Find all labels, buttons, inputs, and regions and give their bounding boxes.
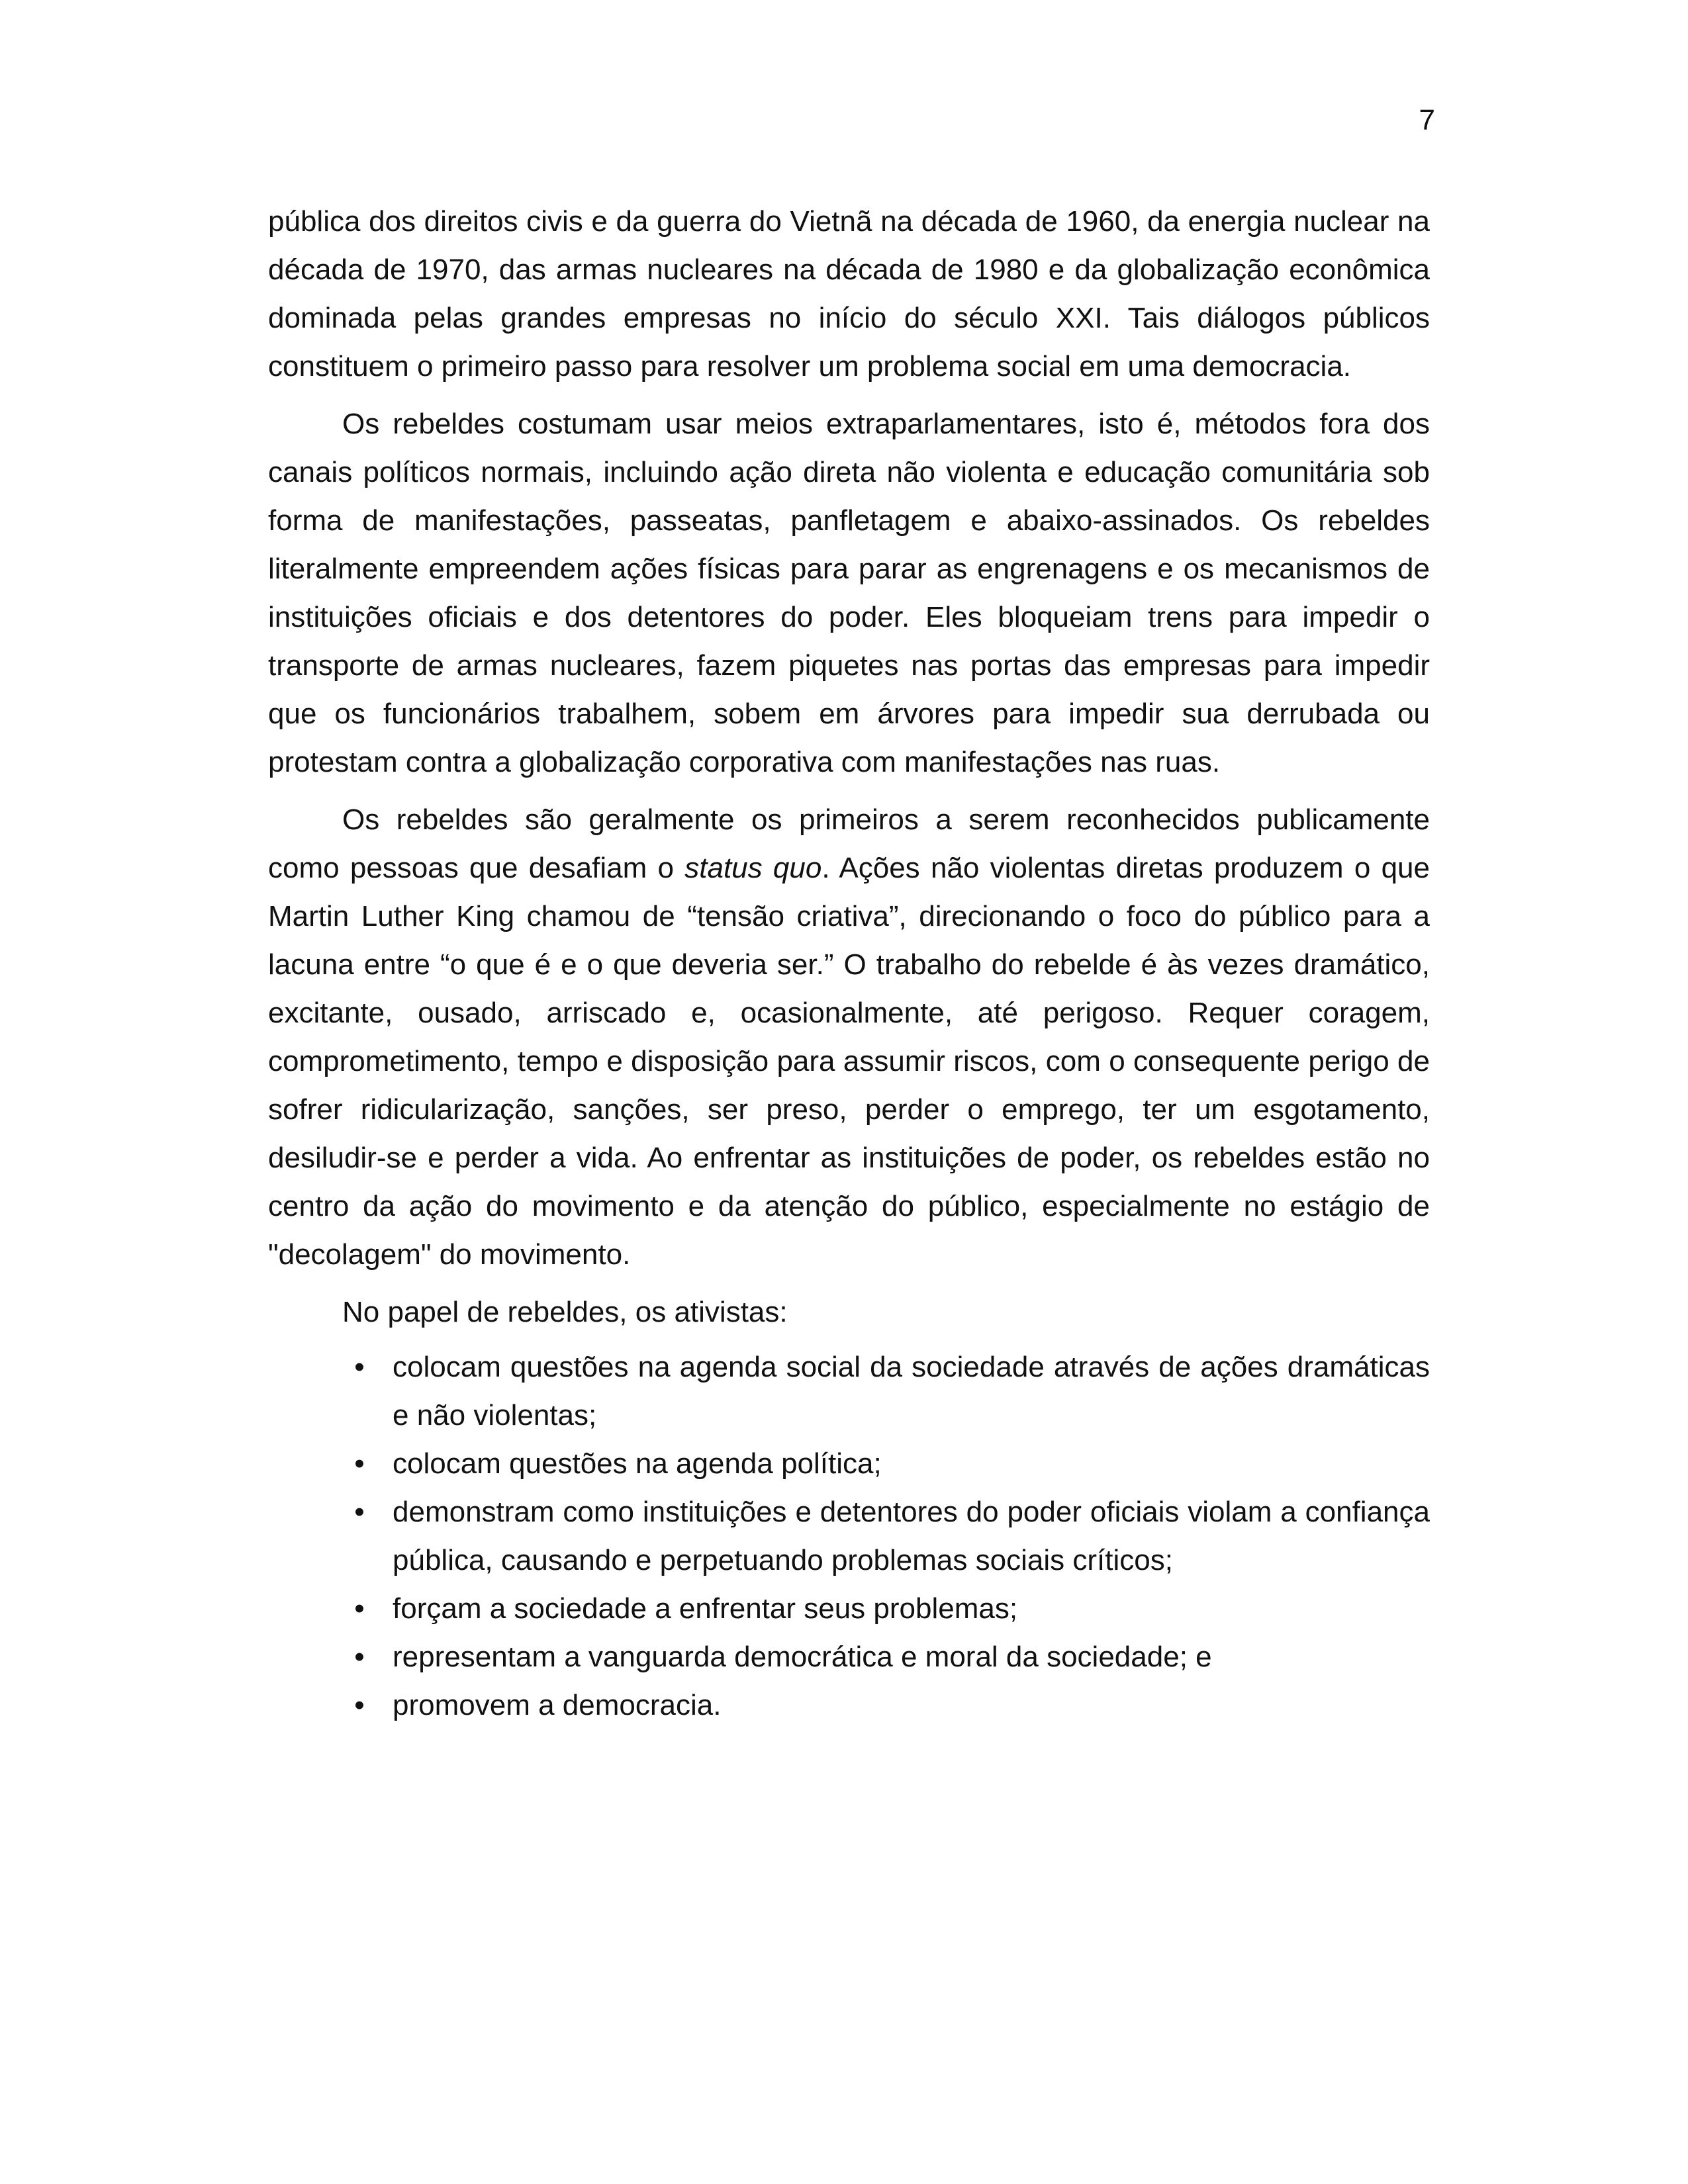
paragraph-text-segment: Os rebeldes são geralmente os primeiros a serem reconhecidos publicamente como pessoas que desafiam o xyxy=(268,803,1430,884)
bullet-icon: • xyxy=(354,1641,365,1673)
list-item-text: forçam a sociedade a enfrentar seus problemas; xyxy=(393,1592,1018,1625)
list-item xyxy=(268,1343,1430,1439)
list-item xyxy=(268,1681,1430,1729)
paragraph-continuation: pública dos direitos civis e da guerra do Vietnã na década de 1960, da energia nuclear na década de 1970, das armas nucleares na década de 1980 e da globalização econômica dominada pelas grandes empresas no início do século XXI. Tais diálogos públicos constituem o primeiro passo para resolver um problema social em uma democracia. xyxy=(268,205,1430,383)
bullet-icon: • xyxy=(354,1496,365,1528)
bullet-icon: • xyxy=(354,1447,365,1480)
bullet-icon: • xyxy=(354,1689,365,1721)
list-item-text: demonstram como instituições e detentores do poder oficiais violam a confiança pública, causando e perpetuando problemas sociais críticos; xyxy=(393,1496,1430,1576)
list-item xyxy=(268,1488,1430,1584)
role-bullet-list xyxy=(268,1343,1430,1729)
list-intro: No papel de rebeldes, os ativistas: xyxy=(342,1296,788,1328)
bullet-icon: • xyxy=(354,1592,365,1625)
list-item xyxy=(268,1439,1430,1488)
list-item-text: colocam questões na agenda política; xyxy=(393,1447,882,1480)
list-item-text: representam a vanguarda democrática e moral da sociedade; e xyxy=(393,1641,1212,1673)
paragraph-text-segment: . Ações não violentas diretas produzem o que Martin Luther King chamou de “tensão criativa”, direcionando o foco do público para a lacuna entre “o que é e o que deveria ser.” O trabalho do rebelde é às vezes dramático, excitante, ousado, arriscado e, ocasionalmente, até perigoso. Requer coragem, comprometimento, tempo e disposição para assumir riscos, com o consequente perigo de sofrer ridicularização, sanções, ser preso, perder o emprego, ter um esgotamento, desiludir-se e perder a vida. Ao enfrentar as instituições de poder, os rebeldes estão no centro da ação do movimento e da atenção do público, especialmente no estágio de "decolagem" do movimento. xyxy=(268,852,1430,1271)
paragraph-rebels-recognized xyxy=(268,796,1430,1279)
list-item-text: promovem a democracia. xyxy=(393,1689,722,1721)
bullet-icon: • xyxy=(354,1351,365,1383)
paragraph-extraparliamentary-means: Os rebeldes costumam usar meios extraparlamentares, isto é, métodos fora dos canais políticos normais, incluindo ação direta não violenta e educação comunitária sob forma de manifestações, passeatas, panfletagem e abaixo-assinados. Os rebeldes literalmente empreendem ações físicas para parar as engrenagens e os mecanismos de instituições oficiais e dos detentores do poder. Eles bloqueiam trens para impedir o transporte de armas nucleares, fazem piquetes nas portas das empresas para impedir que os funcionários trabalhem, sobem em árvores para impedir sua derrubada ou protestam contra a globalização corporativa com manifestações nas ruas. xyxy=(268,408,1430,778)
list-item-text: colocam questões na agenda social da sociedade através de ações dramáticas e não violentas; xyxy=(393,1351,1430,1432)
list-item xyxy=(268,1633,1430,1681)
document-body xyxy=(268,197,1430,1729)
italic-status-quo: status quo xyxy=(684,852,822,884)
page-number: 7 xyxy=(1419,104,1435,136)
list-item xyxy=(268,1584,1430,1633)
